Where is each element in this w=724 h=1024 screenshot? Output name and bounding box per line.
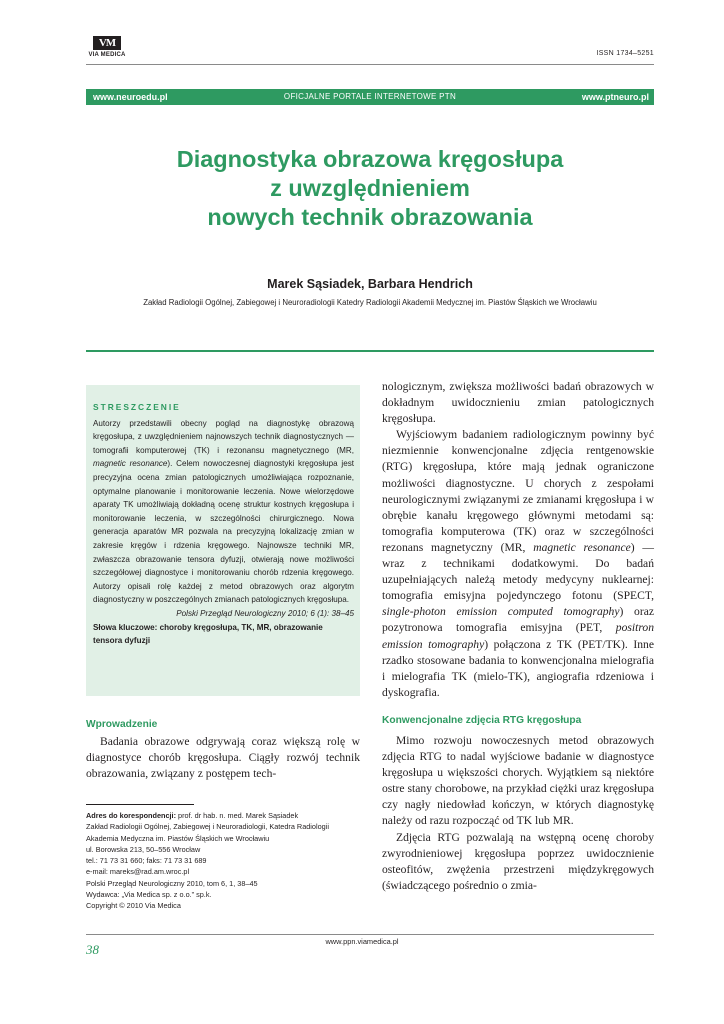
footnote-line-7: Polski Przegląd Neurologiczny 2010, tom 6, 1, 38–45 [86, 878, 258, 888]
abstract-text-2: ). Celem nowoczesnej diagnostyki kręgosłupa jest precyzyjna ocena zmian patologicznych umożliwiająca rozpoznanie, optymalne planowanie i monitorowanie leczenia. Nowe wielorzędowe aparaty TK umożliwiają dokładną ocenę struktur kostnych kręgosłupa i monitorowanie leczenia, w szczególności chirurgicznego. Nowa generacja aparatów MR pozwala na precyzyjną lokalizację zmian w zakresie kręgów i rdzenia kręgowego. Najnowsze techniki MR, zwłaszcza obrazowanie tensora dyfuzji, otwierają nowe możliwości szczegółowej diagnostyce i monitorowaniu chorób rdzenia kręgowego. Autorzy opisali rolę każdej z metod obrazowych oraz algorytm diagnostyczny w poszczególnych zmianach patologicznych kręgosłupa. [93, 459, 354, 605]
p2-italic-b: magnetic resonance [533, 540, 631, 554]
footnote-label: Adres do korespondencji: [86, 811, 177, 820]
abstract-citation: Polski Przegląd Neurologiczny 2010; 6 (1): 38–45 [176, 608, 354, 618]
footnote-line-3: Akademia Medyczna im. Piastów Śląskich we Wrocławiu [86, 833, 270, 843]
p2-italic-f: positron emission tomography [382, 621, 654, 651]
right-paragraph-3: Mimo rozwoju nowoczesnych metod obrazowych zdjęcia RTG to nadal wyjściowe badanie w diagnostyce kręgosłupa u większości chorych. Wyjątkiem są niektóre ostre stany chorobowe, na przykład ciężki uraz kręgosłupa czy nagły niedowład kończyn, w których diagnostykę należy od razu rozpocząć od TK lub MR. [382, 733, 654, 828]
p2-italic-d: single-photon emission computed tomography [382, 605, 620, 619]
intro-section [86, 719, 360, 782]
article-title [86, 145, 654, 232]
title-line-2: z uwzględnieniem [270, 175, 470, 201]
footnote-email[interactable]: e-mail: mareks@rad.am.wroc.pl [86, 867, 190, 877]
issn: ISSN 1734–5251 [596, 50, 654, 57]
logo-text: VIA MEDICA [88, 52, 126, 58]
abstract-text-1: Autorzy przedstawili obecny pogląd na diagnostykę obrazową kręgosłupa, z uwzględnieniem najnowszych technik diagnostycznych — tomografii komputerowej (TK) i rezonansu magnetycznego (MR, [93, 418, 354, 455]
portal-bar [86, 89, 654, 105]
right-column [382, 379, 654, 894]
abstract-body [93, 417, 354, 607]
abstract-text-italic: magnetic resonance [93, 459, 168, 469]
right-paragraph-1: nologicznym, zwiększa możliwości badań obrazowych w dokładnym uwidocznieniu zmian patologicznych kręgosłupa. [382, 380, 654, 426]
right-paragraph-2 [382, 427, 654, 701]
abstract-box [86, 385, 360, 696]
title-divider [86, 350, 654, 352]
rtg-heading: Konwencjonalne zdjęcia RTG kręgosłupa [382, 714, 582, 726]
p2-text-c: ) — wraz z technikami dodatkowymi. Do badań uzupełniających należą metody medycyny nuklearnej: tomografia emisyjna pojedynczego fotonu (SPECT, [382, 540, 654, 603]
footnote-line-2: Zakład Radiologii Ogólnej, Zabiegowej i Neuroradiologii, Katedra Radiologii [86, 822, 329, 832]
right-paragraph-4: Zdjęcia RTG pozwalają na wstępną ocenę choroby zwyrodnieniowej kręgosłupa poprzez uwidocznienie osteofitów, zwężenia przestrzeni międzykręgowych (świadczącego pośrednio o zmia- [382, 830, 654, 892]
footer-divider [86, 934, 654, 935]
affiliation: Zakład Radiologii Ogólnej, Zabiegowej i Neuroradiologii Katedry Radiologii Akademii Medycznej im. Piastów Śląskich we Wrocławiu [143, 298, 597, 307]
abstract-keywords: Słowa kluczowe: choroby kręgosłupa, TK, MR, obrazowanie tensora dyfuzji [93, 622, 323, 646]
footnote-line-4: ul. Borowska 213, 50–556 Wrocław [86, 844, 201, 854]
p2-text-a: Wyjściowym badaniem radiologicznym powinny być niezmiennie konwencjonalne zdjęcia rentgenowskie (RTG) kręgosłupa, które mają jednak ograniczone możliwości diagnostyczne. U chorych z zespołami neurologicznymi związanymi ze zmianami kręgosłupa i w obrębie kanału kręgowego głównymi metodami są: tomografia komputerowa (TK) oraz w szczególności rezonans magnetyczny (MR, [382, 428, 654, 554]
abstract-heading: STRESZCZENIE [93, 402, 181, 412]
footnote-line-9: Copyright © 2010 Via Medica [86, 901, 181, 911]
intro-body [86, 734, 360, 782]
authors: Marek Sąsiadek, Barbara Hendrich [267, 277, 473, 291]
neuroedu-link[interactable]: www.neuroedu.pl [93, 92, 168, 102]
page-number: 38 [86, 942, 99, 957]
intro-heading: Wprowadzenie [86, 719, 158, 730]
portal-bar-caption: OFICJALNE PORTALE INTERNETOWE PTN [283, 92, 457, 101]
logo-mark: VM [93, 36, 121, 50]
title-line-3: nowych technik obrazowania [207, 204, 533, 230]
footnote-line-5: tel.: 71 73 31 660; faks: 71 73 31 689 [86, 856, 207, 866]
footnote-divider [86, 804, 194, 805]
footnote-line-1: prof. dr hab. n. med. Marek Sąsiadek [176, 811, 299, 820]
publisher-logo [86, 36, 128, 59]
p2-text-g: ) połączona z TK (PET/TK). Inne rzadko stosowane badania to konwencjonalna mielografia i mielografia TK (mielo-TK), angiografia rdzeniowa i dyskografia. [382, 637, 654, 699]
correspondence-footnote [86, 810, 366, 912]
intro-paragraph: Badania obrazowe odgrywają coraz większą rolę w diagnostyce chorób kręgosłupa. Ciągły rozwój technik obrazowania, związany z postępem tech- [86, 735, 360, 781]
footnote-line-8: Wydawca: „Via Medica sp. z o.o.” sp.k. [86, 890, 212, 900]
title-line-1: Diagnostyka obrazowa kręgosłupa [176, 146, 564, 172]
ptneuro-link[interactable]: www.ptneuro.pl [581, 92, 649, 102]
p2-text-e: ) oraz pozytronowa tomografia emisyjna (PET, [382, 605, 654, 635]
header-divider [86, 64, 654, 65]
journal-url[interactable]: www.ppn.viamedica.pl [325, 937, 399, 946]
